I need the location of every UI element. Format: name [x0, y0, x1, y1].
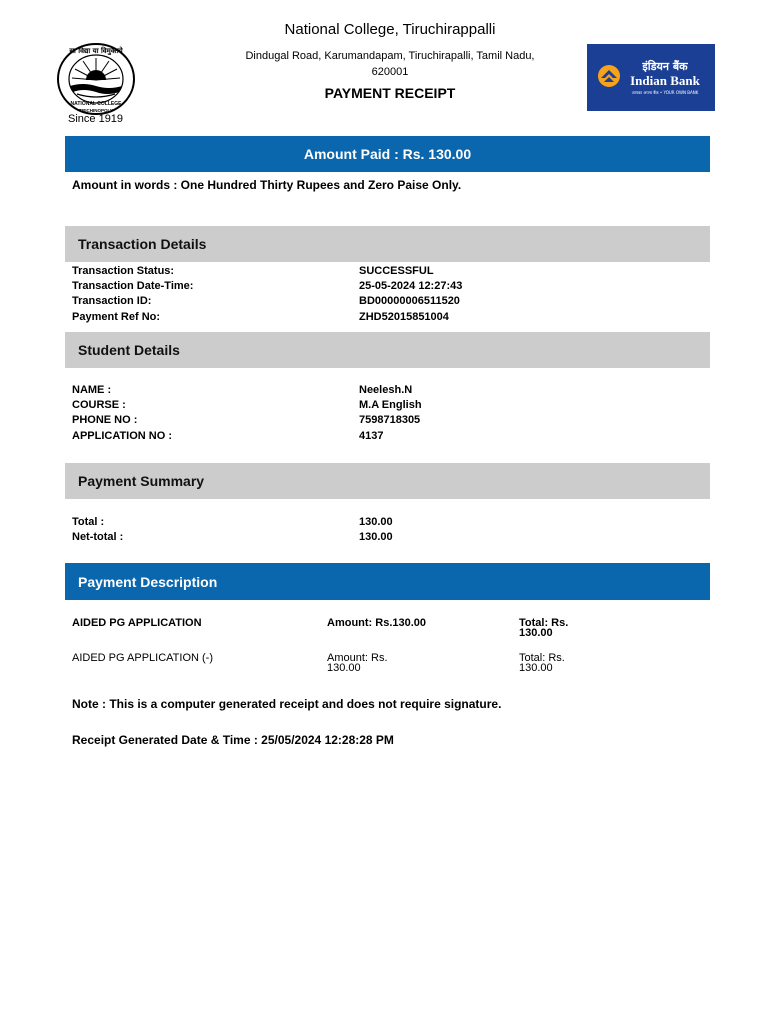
row-value: 25-05-2024 12:27:43 — [359, 280, 463, 292]
svg-text:सा विद्या या विमुक्तये: सा विद्या या विमुक्तये — [69, 47, 123, 55]
amount-paid-banner: Amount Paid : Rs. 130.00 — [65, 136, 710, 172]
receipt-title: PAYMENT RECEIPT — [324, 85, 456, 101]
net-total-row — [72, 531, 702, 546]
svg-text:आपका अपना बैंक • YOUR OWN BANK: आपका अपना बैंक • YOUR OWN BANK — [631, 90, 699, 95]
row-label: Total : — [72, 516, 105, 528]
course-row — [72, 399, 702, 414]
item-amount: Amount: Rs.130.00 — [327, 617, 427, 629]
amount-in-words: Amount in words : One Hundred Thirty Rupees and Zero Paise Only. — [72, 178, 462, 192]
row-value: 4137 — [359, 430, 384, 442]
row-label: NAME : — [72, 384, 112, 396]
row-label: Net-total : — [72, 531, 124, 543]
receipt-note: Note : This is a computer generated receipt and does not require signature. — [72, 697, 502, 711]
row-value: 130.00 — [359, 516, 393, 528]
student-details-heading: Student Details — [65, 332, 710, 368]
payment-summary-heading: Payment Summary — [65, 463, 710, 499]
transaction-status-row — [72, 265, 702, 280]
row-label: Transaction Date-Time: — [72, 280, 194, 292]
bank-logo — [587, 44, 715, 111]
row-label: COURSE : — [72, 399, 126, 411]
since-year: Since 1919 — [68, 113, 124, 125]
transaction-id-row — [72, 295, 702, 310]
svg-text:Indian Bank: Indian Bank — [630, 73, 700, 88]
receipt-generated-datetime: Receipt Generated Date & Time : 25/05/2024 12:28:28 PM — [72, 733, 394, 747]
row-value: 130.00 — [359, 531, 393, 543]
row-value: ZHD52015851004 — [359, 311, 449, 323]
svg-text:TRICHINOPOLY: TRICHINOPOLY — [79, 108, 113, 113]
item-name: AIDED PG APPLICATION (-) — [72, 652, 213, 664]
payment-ref-row — [72, 311, 702, 326]
row-label: Transaction ID: — [72, 295, 152, 307]
student-name-row — [72, 384, 702, 399]
row-value: Neelesh.N — [359, 384, 413, 396]
row-label: Transaction Status: — [72, 265, 175, 277]
college-logo — [55, 42, 137, 116]
transaction-details-heading: Transaction Details — [65, 226, 710, 262]
svg-text:इंडियन बैंक: इंडियन बैंक — [642, 60, 688, 73]
payment-description-heading: Payment Description — [65, 563, 710, 600]
item-total: Total: Rs. 130.00 — [519, 652, 565, 674]
item-name: AIDED PG APPLICATION — [72, 617, 202, 629]
college-address: Dindugal Road, Karumandapam, Tiruchirapalli, Tamil Nadu, 620001 — [245, 50, 535, 78]
svg-text:NATIONAL COLLEGE: NATIONAL COLLEGE — [70, 101, 122, 107]
item-amount: Amount: Rs. 130.00 — [327, 652, 388, 674]
row-label: PHONE NO : — [72, 414, 138, 426]
row-value: SUCCESSFUL — [359, 265, 434, 277]
total-row — [72, 516, 702, 531]
row-value: BD00000006511520 — [359, 295, 460, 307]
row-label: Payment Ref No: — [72, 311, 161, 323]
row-value: 7598718305 — [359, 414, 421, 426]
phone-row — [72, 414, 702, 429]
row-label: APPLICATION NO : — [72, 430, 173, 442]
application-no-row — [72, 430, 702, 445]
row-value: M.A English — [359, 399, 422, 411]
transaction-datetime-row — [72, 280, 702, 295]
item-total: Total: Rs. 130.00 — [519, 617, 569, 639]
college-name: National College, Tiruchirappalli — [284, 21, 496, 38]
